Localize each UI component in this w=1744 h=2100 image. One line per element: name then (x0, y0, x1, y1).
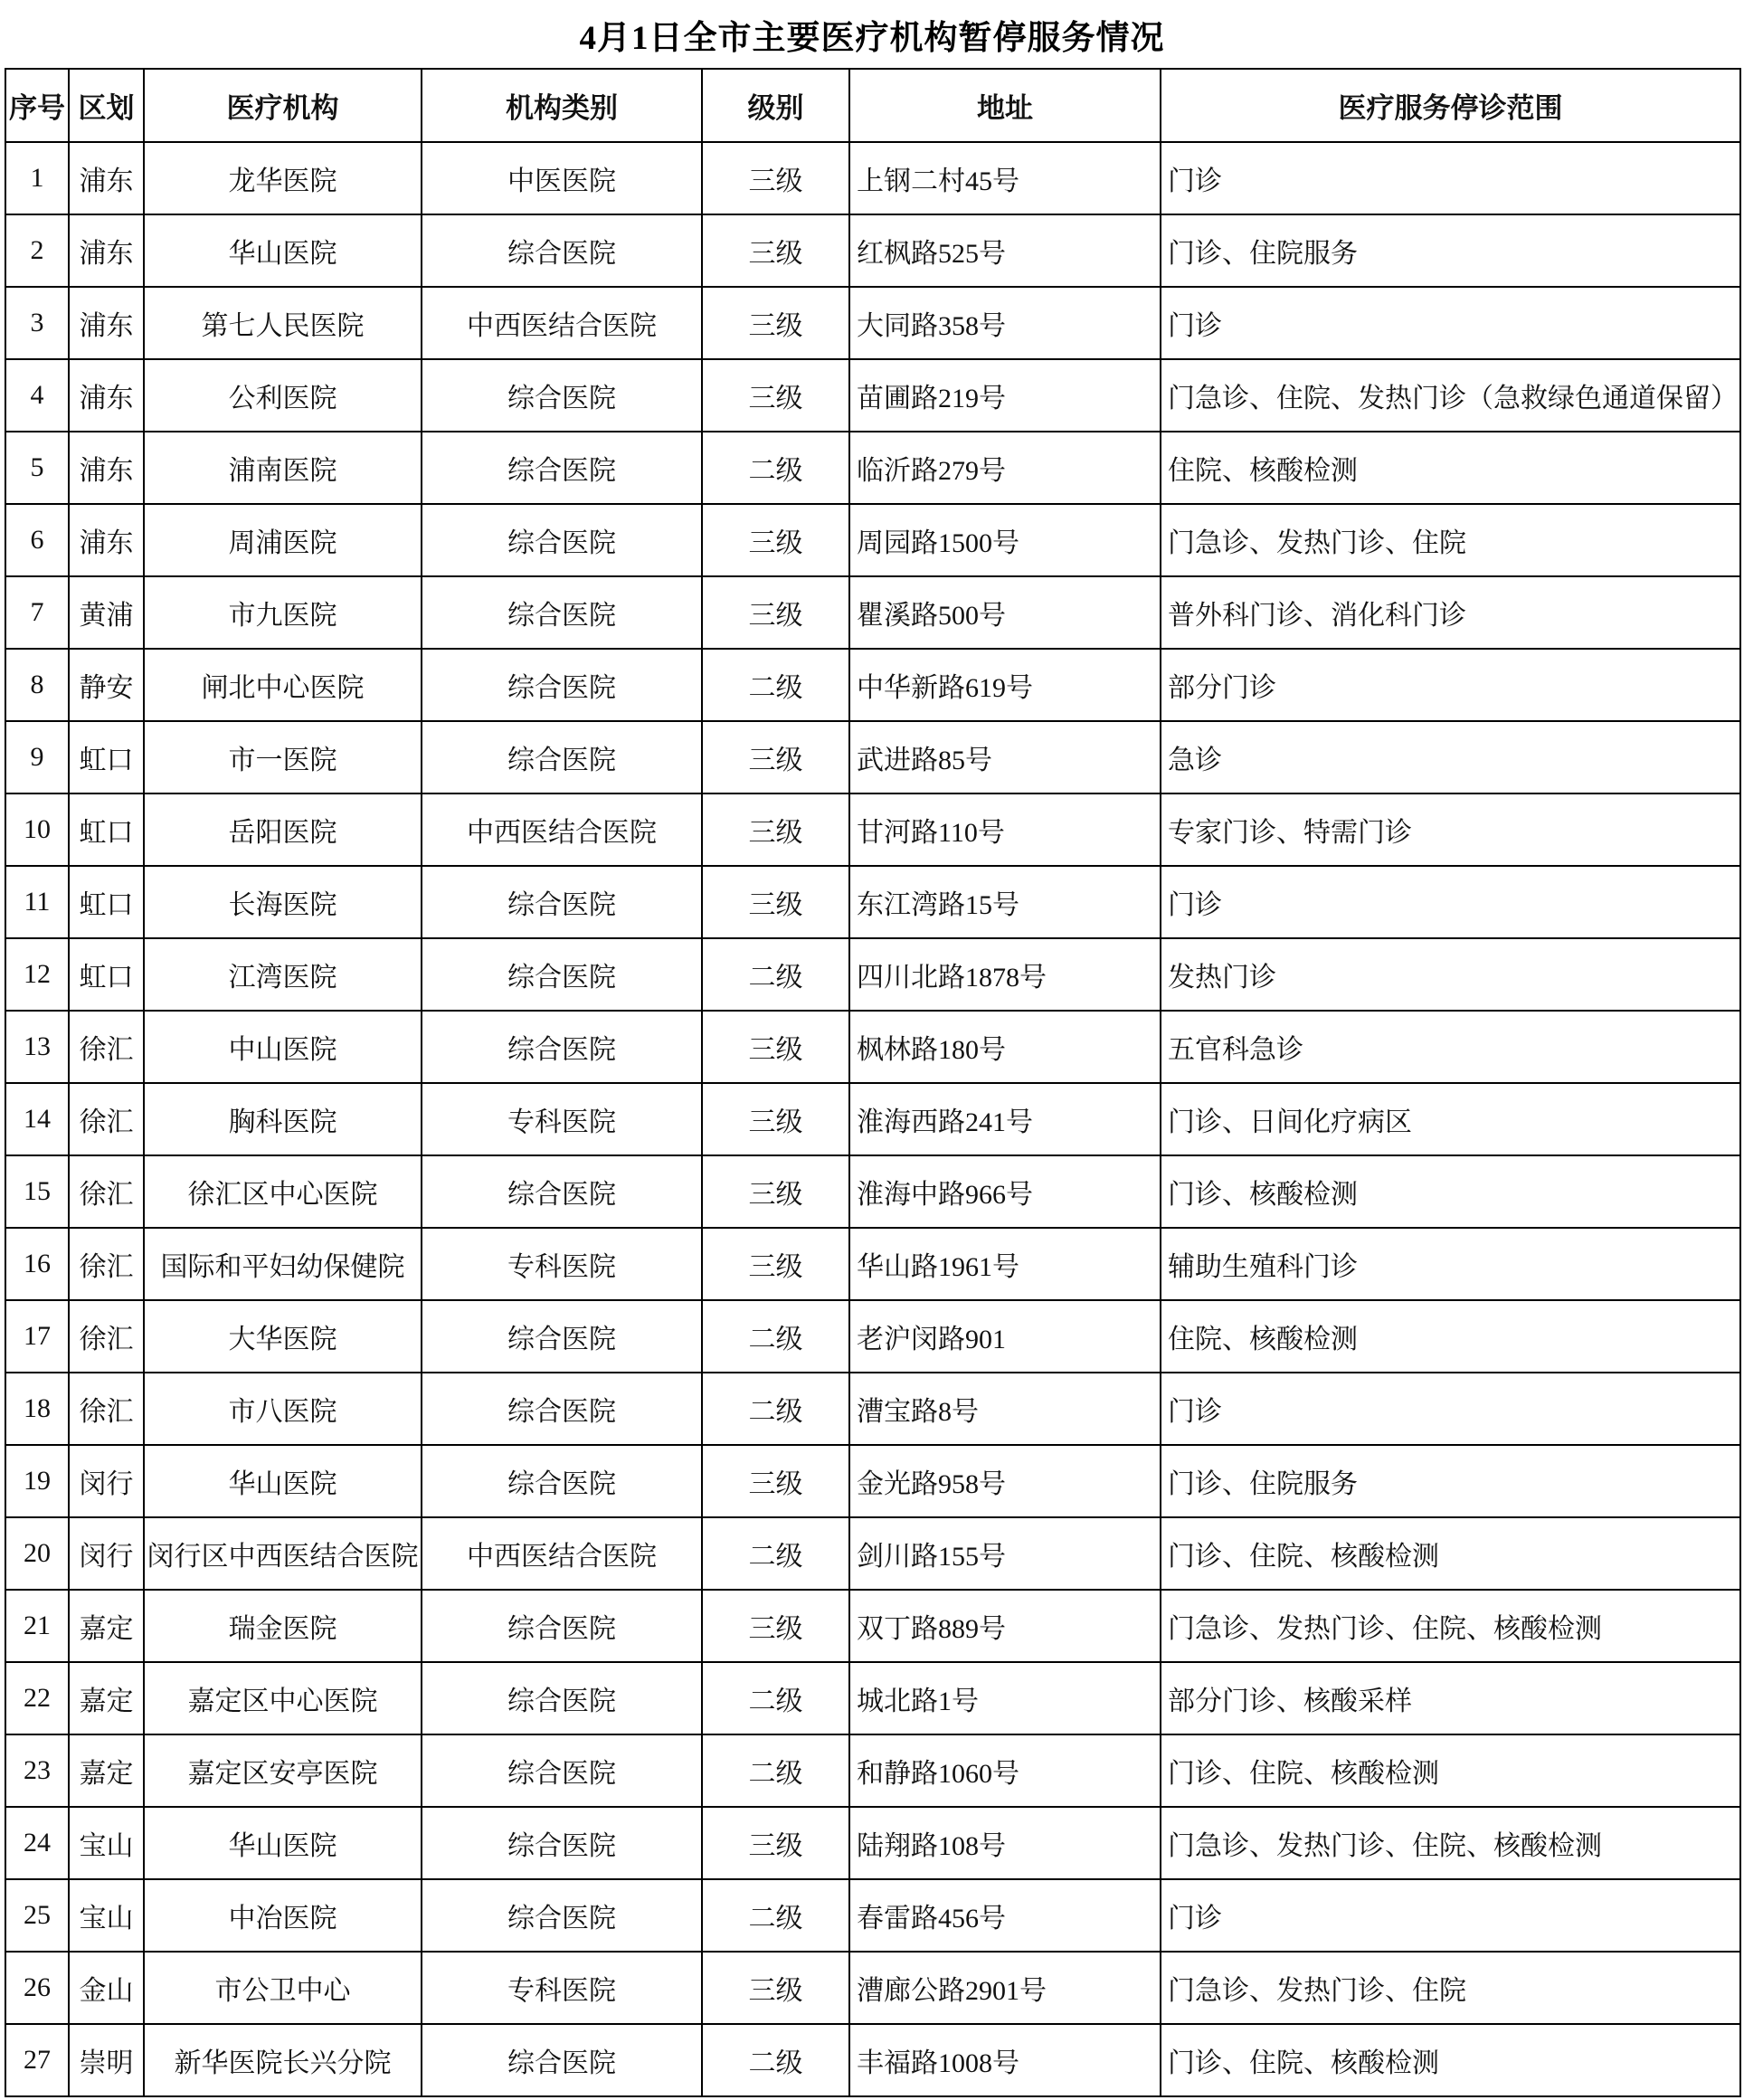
cell-district: 闵行 (69, 1445, 144, 1517)
cell-category: 综合医院 (422, 359, 702, 432)
cell-index: 18 (5, 1373, 69, 1445)
cell-category: 综合医院 (422, 1879, 702, 1952)
cell-institution: 市一医院 (144, 721, 422, 793)
cell-level: 三级 (702, 1952, 849, 2024)
cell-level: 三级 (702, 1807, 849, 1879)
cell-level: 三级 (702, 504, 849, 576)
cell-scope: 专家门诊、特需门诊 (1161, 793, 1740, 866)
cell-institution: 岳阳医院 (144, 793, 422, 866)
cell-scope: 五官科急诊 (1161, 1011, 1740, 1083)
cell-address: 中华新路619号 (849, 649, 1161, 721)
cell-address: 红枫路525号 (849, 214, 1161, 287)
cell-index: 4 (5, 359, 69, 432)
cell-index: 5 (5, 432, 69, 504)
cell-district: 虹口 (69, 721, 144, 793)
cell-index: 23 (5, 1734, 69, 1807)
cell-address: 漕廊公路2901号 (849, 1952, 1161, 2024)
cell-address: 金光路958号 (849, 1445, 1161, 1517)
cell-institution: 江湾医院 (144, 938, 422, 1011)
cell-address: 春雷路456号 (849, 1879, 1161, 1952)
cell-category: 综合医院 (422, 1590, 702, 1662)
cell-institution: 华山医院 (144, 214, 422, 287)
cell-district: 嘉定 (69, 1734, 144, 1807)
cell-institution: 华山医院 (144, 1445, 422, 1517)
table-row (5, 576, 1740, 649)
cell-district: 静安 (69, 649, 144, 721)
cell-scope: 门诊、住院、核酸检测 (1161, 1734, 1740, 1807)
cell-index: 13 (5, 1011, 69, 1083)
cell-index: 26 (5, 1952, 69, 2024)
cell-district: 崇明 (69, 2024, 144, 2096)
cell-institution: 闸北中心医院 (144, 649, 422, 721)
cell-category: 综合医院 (422, 1807, 702, 1879)
table-row (5, 432, 1740, 504)
cell-scope: 住院、核酸检测 (1161, 432, 1740, 504)
table-row (5, 1155, 1740, 1228)
table-row (5, 1228, 1740, 1300)
cell-institution: 胸科医院 (144, 1083, 422, 1155)
cell-level: 三级 (702, 721, 849, 793)
cell-institution: 中山医院 (144, 1011, 422, 1083)
cell-scope: 门诊、核酸检测 (1161, 1155, 1740, 1228)
column-header-address: 地址 (849, 69, 1161, 142)
cell-institution: 瑞金医院 (144, 1590, 422, 1662)
cell-level: 二级 (702, 1734, 849, 1807)
cell-index: 27 (5, 2024, 69, 2096)
cell-scope: 门诊 (1161, 142, 1740, 214)
cell-institution: 徐汇区中心医院 (144, 1155, 422, 1228)
cell-institution: 龙华医院 (144, 142, 422, 214)
table-row (5, 938, 1740, 1011)
cell-address: 枫林路180号 (849, 1011, 1161, 1083)
cell-address: 剑川路155号 (849, 1517, 1161, 1590)
cell-category: 中医医院 (422, 142, 702, 214)
cell-district: 宝山 (69, 1879, 144, 1952)
cell-category: 中西医结合医院 (422, 1517, 702, 1590)
cell-level: 三级 (702, 1228, 849, 1300)
cell-district: 浦东 (69, 432, 144, 504)
cell-category: 综合医院 (422, 504, 702, 576)
table-row (5, 649, 1740, 721)
cell-district: 虹口 (69, 938, 144, 1011)
cell-scope: 部分门诊 (1161, 649, 1740, 721)
cell-category: 中西医结合医院 (422, 793, 702, 866)
cell-district: 宝山 (69, 1807, 144, 1879)
cell-level: 二级 (702, 1879, 849, 1952)
table-row (5, 1517, 1740, 1590)
table-row (5, 1662, 1740, 1734)
cell-level: 三级 (702, 1155, 849, 1228)
cell-scope: 辅助生殖科门诊 (1161, 1228, 1740, 1300)
cell-address: 丰福路1008号 (849, 2024, 1161, 2096)
cell-index: 16 (5, 1228, 69, 1300)
cell-category: 综合医院 (422, 1734, 702, 1807)
cell-institution: 大华医院 (144, 1300, 422, 1373)
cell-institution: 嘉定区中心医院 (144, 1662, 422, 1734)
cell-district: 嘉定 (69, 1590, 144, 1662)
cell-level: 三级 (702, 1083, 849, 1155)
cell-level: 二级 (702, 649, 849, 721)
cell-index: 1 (5, 142, 69, 214)
cell-address: 和静路1060号 (849, 1734, 1161, 1807)
cell-category: 综合医院 (422, 1300, 702, 1373)
cell-level: 三级 (702, 576, 849, 649)
cell-district: 黄浦 (69, 576, 144, 649)
cell-institution: 中冶医院 (144, 1879, 422, 1952)
table-row (5, 1445, 1740, 1517)
cell-index: 12 (5, 938, 69, 1011)
cell-institution: 嘉定区安亭医院 (144, 1734, 422, 1807)
cell-index: 2 (5, 214, 69, 287)
cell-category: 专科医院 (422, 1952, 702, 2024)
cell-district: 徐汇 (69, 1083, 144, 1155)
cell-address: 老沪闵路901 (849, 1300, 1161, 1373)
cell-level: 二级 (702, 1662, 849, 1734)
cell-institution: 闵行区中西医结合医院 (144, 1517, 422, 1590)
cell-district: 金山 (69, 1952, 144, 2024)
cell-level: 三级 (702, 793, 849, 866)
cell-index: 6 (5, 504, 69, 576)
cell-district: 闵行 (69, 1517, 144, 1590)
table-body (5, 142, 1740, 2096)
column-header-level: 级别 (702, 69, 849, 142)
table-row (5, 2024, 1740, 2096)
cell-address: 华山路1961号 (849, 1228, 1161, 1300)
table-row (5, 1734, 1740, 1807)
cell-level: 二级 (702, 1373, 849, 1445)
cell-level: 三级 (702, 866, 849, 938)
cell-address: 城北路1号 (849, 1662, 1161, 1734)
table-row (5, 287, 1740, 359)
table-row (5, 1011, 1740, 1083)
cell-category: 综合医院 (422, 2024, 702, 2096)
cell-category: 综合医院 (422, 214, 702, 287)
cell-address: 东江湾路15号 (849, 866, 1161, 938)
cell-index: 19 (5, 1445, 69, 1517)
cell-scope: 门急诊、发热门诊、住院、核酸检测 (1161, 1590, 1740, 1662)
cell-address: 淮海中路966号 (849, 1155, 1161, 1228)
cell-category: 专科医院 (422, 1228, 702, 1300)
cell-address: 淮海西路241号 (849, 1083, 1161, 1155)
cell-level: 三级 (702, 214, 849, 287)
cell-scope: 门诊 (1161, 287, 1740, 359)
table-row (5, 1952, 1740, 2024)
cell-category: 综合医院 (422, 649, 702, 721)
table-row (5, 1373, 1740, 1445)
table-row (5, 721, 1740, 793)
cell-category: 综合医院 (422, 938, 702, 1011)
cell-level: 三级 (702, 142, 849, 214)
cell-level: 三级 (702, 1445, 849, 1517)
cell-index: 22 (5, 1662, 69, 1734)
cell-level: 三级 (702, 1590, 849, 1662)
cell-scope: 门诊、住院、核酸检测 (1161, 1517, 1740, 1590)
cell-institution: 公利医院 (144, 359, 422, 432)
table-header-row (5, 69, 1740, 142)
cell-address: 苗圃路219号 (849, 359, 1161, 432)
cell-district: 浦东 (69, 504, 144, 576)
table-row (5, 359, 1740, 432)
cell-institution: 周浦医院 (144, 504, 422, 576)
cell-address: 甘河路110号 (849, 793, 1161, 866)
cell-scope: 门急诊、发热门诊、住院 (1161, 1952, 1740, 2024)
column-header-district: 区划 (69, 69, 144, 142)
title-bar (0, 0, 1744, 68)
cell-address: 陆翔路108号 (849, 1807, 1161, 1879)
cell-district: 徐汇 (69, 1373, 144, 1445)
cell-index: 21 (5, 1590, 69, 1662)
cell-address: 周园路1500号 (849, 504, 1161, 576)
cell-scope: 发热门诊 (1161, 938, 1740, 1011)
cell-category: 专科医院 (422, 1083, 702, 1155)
cell-category: 综合医院 (422, 432, 702, 504)
cell-index: 8 (5, 649, 69, 721)
table-row (5, 1879, 1740, 1952)
cell-institution: 新华医院长兴分院 (144, 2024, 422, 2096)
cell-address: 临沂路279号 (849, 432, 1161, 504)
table-row (5, 1083, 1740, 1155)
cell-institution: 长海医院 (144, 866, 422, 938)
cell-category: 综合医院 (422, 866, 702, 938)
cell-district: 浦东 (69, 359, 144, 432)
cell-scope: 门诊 (1161, 1879, 1740, 1952)
cell-district: 浦东 (69, 287, 144, 359)
cell-address: 漕宝路8号 (849, 1373, 1161, 1445)
column-header-scope: 医疗服务停诊范围 (1161, 69, 1740, 142)
cell-scope: 门急诊、发热门诊、住院、核酸检测 (1161, 1807, 1740, 1879)
cell-category: 综合医院 (422, 721, 702, 793)
cell-scope: 门诊、住院服务 (1161, 214, 1740, 287)
cell-index: 24 (5, 1807, 69, 1879)
cell-district: 徐汇 (69, 1300, 144, 1373)
cell-institution: 浦南医院 (144, 432, 422, 504)
cell-district: 虹口 (69, 866, 144, 938)
cell-district: 徐汇 (69, 1228, 144, 1300)
cell-level: 三级 (702, 287, 849, 359)
cell-scope: 门诊、日间化疗病区 (1161, 1083, 1740, 1155)
table-row (5, 1807, 1740, 1879)
table-row (5, 504, 1740, 576)
cell-scope: 急诊 (1161, 721, 1740, 793)
cell-category: 综合医院 (422, 1373, 702, 1445)
cell-institution: 华山医院 (144, 1807, 422, 1879)
cell-level: 三级 (702, 359, 849, 432)
cell-district: 嘉定 (69, 1662, 144, 1734)
cell-institution: 第七人民医院 (144, 287, 422, 359)
cell-index: 14 (5, 1083, 69, 1155)
cell-index: 10 (5, 793, 69, 866)
table-row (5, 866, 1740, 938)
cell-category: 综合医院 (422, 1662, 702, 1734)
cell-category: 综合医院 (422, 1445, 702, 1517)
cell-district: 浦东 (69, 142, 144, 214)
table-row (5, 214, 1740, 287)
cell-district: 徐汇 (69, 1011, 144, 1083)
cell-category: 综合医院 (422, 576, 702, 649)
cell-district: 徐汇 (69, 1155, 144, 1228)
cell-scope: 门诊、住院服务 (1161, 1445, 1740, 1517)
cell-institution: 市九医院 (144, 576, 422, 649)
cell-category: 综合医院 (422, 1011, 702, 1083)
cell-district: 虹口 (69, 793, 144, 866)
cell-level: 二级 (702, 938, 849, 1011)
cell-level: 二级 (702, 432, 849, 504)
cell-institution: 市八医院 (144, 1373, 422, 1445)
cell-scope: 门急诊、住院、发热门诊（急救绿色通道保留） (1161, 359, 1740, 432)
column-header-index: 序号 (5, 69, 69, 142)
cell-institution: 国际和平妇幼保健院 (144, 1228, 422, 1300)
cell-index: 11 (5, 866, 69, 938)
cell-category: 中西医结合医院 (422, 287, 702, 359)
cell-address: 上钢二村45号 (849, 142, 1161, 214)
cell-address: 四川北路1878号 (849, 938, 1161, 1011)
cell-scope: 门诊 (1161, 866, 1740, 938)
page-title: 4月1日全市主要医疗机构暂停服务情况 (579, 19, 1165, 57)
cell-index: 25 (5, 1879, 69, 1952)
cell-address: 双丁路889号 (849, 1590, 1161, 1662)
cell-scope: 普外科门诊、消化科门诊 (1161, 576, 1740, 649)
cell-index: 3 (5, 287, 69, 359)
cell-address: 武进路85号 (849, 721, 1161, 793)
cell-index: 20 (5, 1517, 69, 1590)
column-header-institution: 医疗机构 (144, 69, 422, 142)
cell-scope: 门急诊、发热门诊、住院 (1161, 504, 1740, 576)
cell-index: 17 (5, 1300, 69, 1373)
cell-index: 15 (5, 1155, 69, 1228)
cell-scope: 住院、核酸检测 (1161, 1300, 1740, 1373)
table-row (5, 793, 1740, 866)
table-row (5, 1590, 1740, 1662)
column-header-category: 机构类别 (422, 69, 702, 142)
cell-district: 浦东 (69, 214, 144, 287)
cell-level: 二级 (702, 1300, 849, 1373)
cell-level: 二级 (702, 2024, 849, 2096)
cell-category: 综合医院 (422, 1155, 702, 1228)
cell-address: 瞿溪路500号 (849, 576, 1161, 649)
cell-scope: 门诊、住院、核酸检测 (1161, 2024, 1740, 2096)
hospital-suspension-table (5, 68, 1741, 2097)
cell-address: 大同路358号 (849, 287, 1161, 359)
cell-index: 7 (5, 576, 69, 649)
cell-index: 9 (5, 721, 69, 793)
cell-level: 三级 (702, 1011, 849, 1083)
cell-institution: 市公卫中心 (144, 1952, 422, 2024)
cell-scope: 部分门诊、核酸采样 (1161, 1662, 1740, 1734)
table-row (5, 142, 1740, 214)
table-row (5, 1300, 1740, 1373)
cell-scope: 门诊 (1161, 1373, 1740, 1445)
cell-level: 二级 (702, 1517, 849, 1590)
